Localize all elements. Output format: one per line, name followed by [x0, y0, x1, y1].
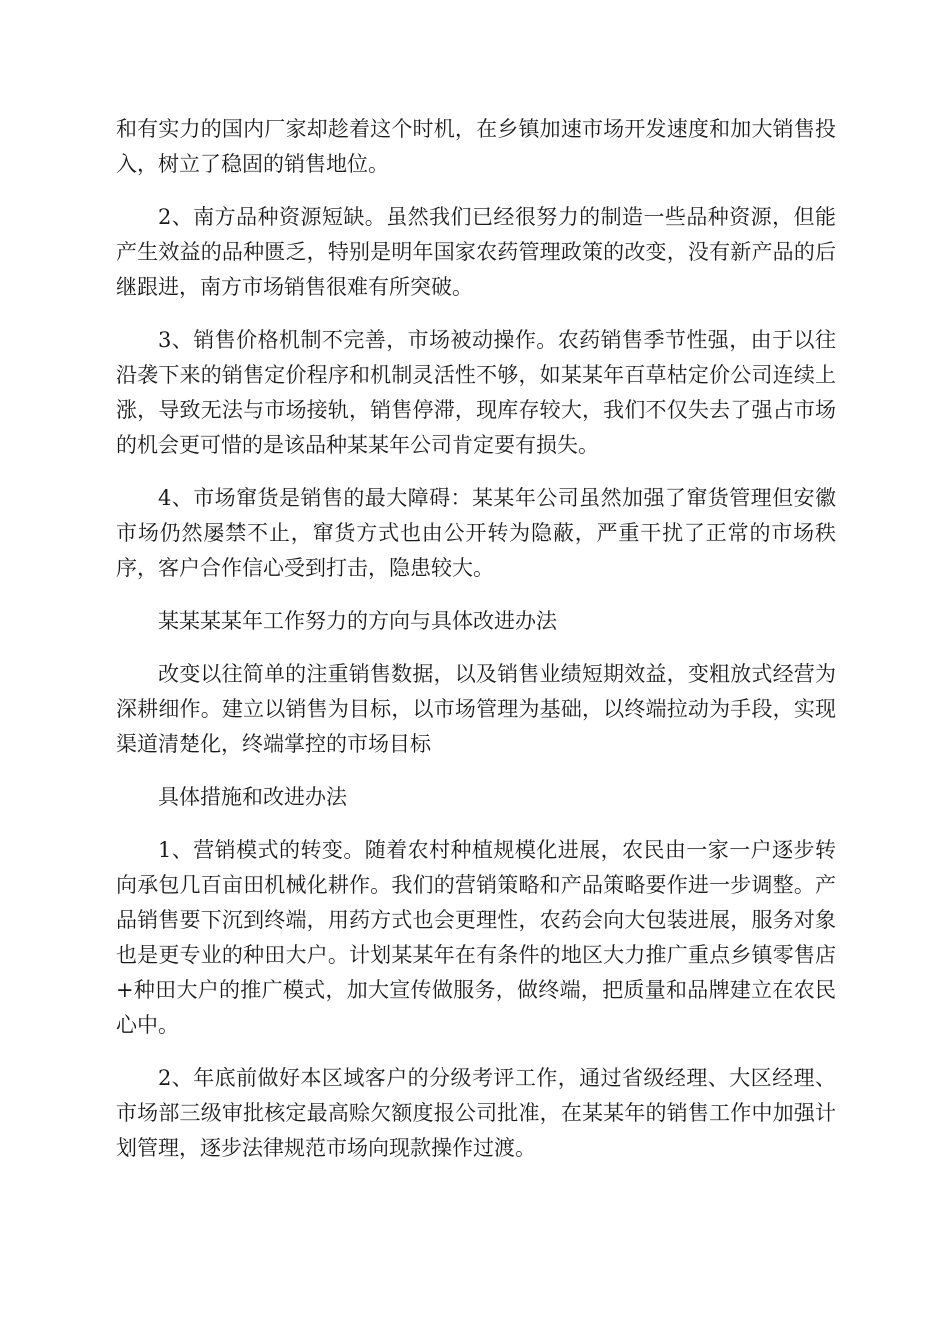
section-heading-measures: 具体措施和改进办法: [158, 785, 347, 809]
paragraph-continuation: 和有实力的国内厂家却趁着这个时机，在乡镇加速市场开发速度和加大销售投入，树立了稳固的销售地位。: [116, 117, 836, 176]
paragraph-measure-1: 1、营销模式的转变。随着农村种植规模化进展，农民由一家一户逐步转向承包几百亩田机械化耕作。我们的营销策略和产品策略要作进一步调整。产品销售要下沉到终端，用药方式也会更理性，农药会向大包装进展，服务对象也是更专业的种田大户。计划某某年在有条件的地区大力推广重点乡镇零售店+种田大户的推广模式，加大宣传做服务，做终端，把质量和品牌建立在农民心中。: [116, 838, 836, 1037]
paragraph-item-3: 3、销售价格机制不完善，市场被动操作。农药销售季节性强，由于以往沿袭下来的销售定价程序和机制灵活性不够，如某某年百草枯定价公司连续上涨，导致无法与市场接轨，销售停滞，现库存较大，我们不仅失去了强占市场的机会更可惜的是该品种某某年公司肯定要有损失。: [116, 328, 836, 457]
paragraph-goals: 改变以往简单的注重销售数据，以及销售业绩短期效益，变粗放式经营为深耕细作。建立以销售为目标，以市场管理为基础，以终端拉动为手段，实现渠道清楚化，终端掌控的市场目标: [116, 662, 836, 756]
document-body: [116, 112, 836, 1184]
paragraph-item-2: 2、南方品种资源短缺。虽然我们已经很努力的制造一些品种资源，但能产生效益的品种匮乏，特别是明年国家农药管理政策的改变，没有新产品的后继跟进，南方市场销售很难有所突破。: [116, 205, 836, 299]
paragraph-item-4: 4、市场窜货是销售的最大障碍：某某年公司虽然加强了窜货管理但安徽市场仍然屡禁不止，窜货方式也由公开转为隐蔽，严重干扰了正常的市场秩序，客户合作信心受到打击，隐患较大。: [116, 486, 836, 580]
section-heading-direction: 某某某某年工作努力的方向与具体改进办法: [158, 609, 557, 633]
paragraph-measure-2: 2、年底前做好本区域客户的分级考评工作，通过省级经理、大区经理、市场部三级审批核定最高赊欠额度报公司批准，在某某年的销售工作中加强计划管理，逐步法律规范市场向现款操作过渡。: [116, 1066, 836, 1160]
